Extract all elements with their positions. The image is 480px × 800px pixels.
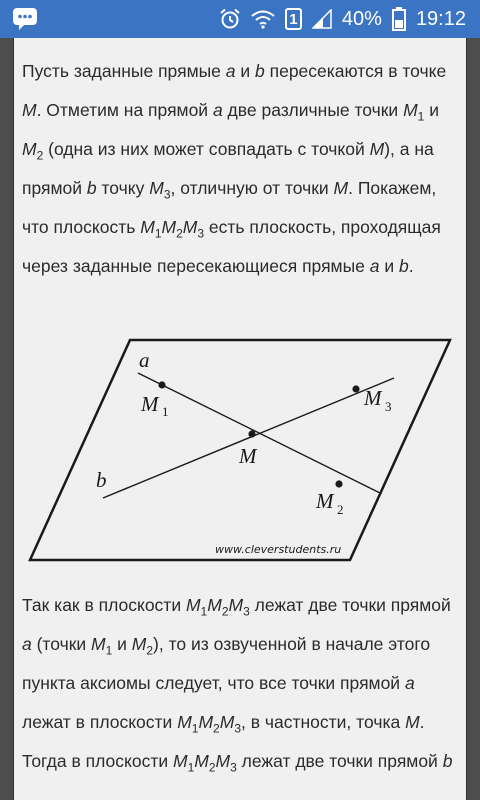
- point-m1-dot: [158, 381, 165, 388]
- svg-text:2: 2: [337, 502, 344, 517]
- battery-percent: 40%: [341, 7, 382, 30]
- line-a-label: a: [139, 348, 150, 372]
- svg-text:M: M: [141, 392, 159, 416]
- chat-icon: [12, 7, 38, 36]
- alarm-clock-icon: [219, 8, 241, 30]
- wifi-icon: [251, 9, 275, 29]
- point-m2-label: [315, 489, 344, 517]
- article-content[interactable]: [13, 38, 467, 800]
- point-m3-label: [363, 386, 392, 414]
- planes-figure: [28, 336, 456, 570]
- watermark: www.cleverstudents.ru: [215, 543, 342, 556]
- point-m-dot: [248, 430, 255, 437]
- point-m1-label: [140, 392, 169, 419]
- point-m-label: M: [239, 444, 257, 468]
- point-m2-dot: [335, 480, 342, 487]
- status-bar: [0, 0, 480, 38]
- sim-badge: 1: [285, 8, 302, 30]
- svg-text:M: M: [364, 386, 382, 410]
- point-m3-dot: [352, 385, 359, 392]
- article-paragraph-1: Пусть заданные прямые a и b пересекаются в точке M. Отметим на прямой a две различные точки $M_1$ и $M_2$ (одна из них может совпадать с точкой M), а на прямой b точку $M_3$, отличную от точки M. Покажем, что плоскость $M_1M_2M_3$ есть плоскость, проходящая через заданные пересекающиеся прямые a и b.: [22, 61, 447, 276]
- signal-icon: [312, 9, 332, 29]
- svg-text:3: 3: [385, 399, 392, 414]
- article-paragraph-2: Так как в плоскости $M_1M_2M_3$ лежат две точки прямой a (точки $M_1$ и $M_2$), то из озвученной в начале этого пункта аксиомы следует, что все точки прямой a лежат в плоскости $M_1M_2M_3$, в частности, точка M. Тогда в плоскости $M_1M_2M_3$ лежат две точки прямой b: [22, 595, 453, 775]
- battery-icon: [392, 7, 406, 31]
- svg-text:M: M: [316, 489, 334, 513]
- line-b-label: b: [96, 468, 107, 492]
- svg-text:1: 1: [162, 404, 169, 419]
- clock-time: 19:12: [415, 7, 466, 30]
